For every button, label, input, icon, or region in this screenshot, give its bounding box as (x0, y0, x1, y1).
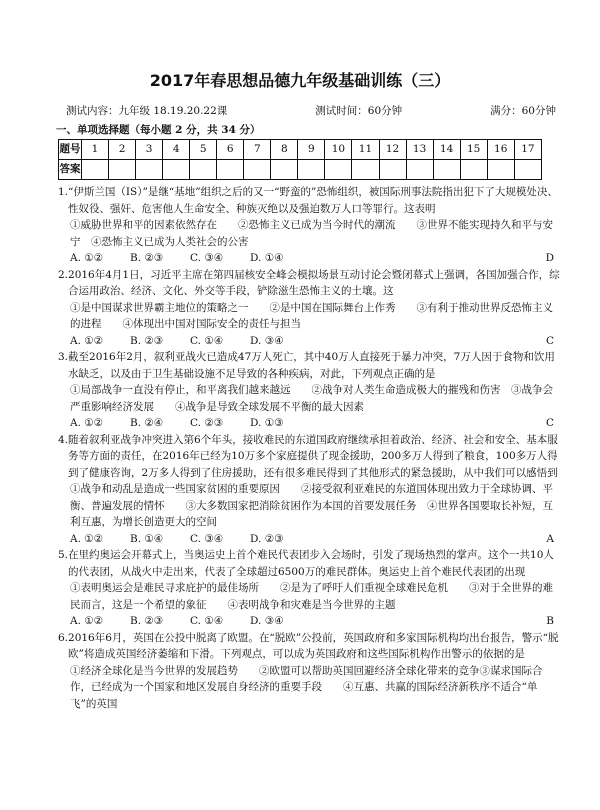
answer-cell[interactable] (325, 160, 352, 180)
choice-d: D. ①④ (250, 252, 284, 264)
full-score: 满分：60分钟 (490, 105, 556, 117)
choice-d: D. ③④ (250, 615, 284, 627)
answer-key: A (546, 532, 554, 545)
question-number: 12 (379, 140, 406, 160)
choice-b: B. ②③ (130, 615, 164, 627)
choice-row (58, 250, 560, 267)
answer-cell[interactable] (514, 160, 541, 180)
answer-cell[interactable] (109, 160, 136, 180)
answer-cell[interactable] (433, 160, 460, 180)
question-5 (58, 547, 560, 630)
question-number: 8 (271, 140, 298, 160)
choice-d: D. ①③ (250, 417, 284, 429)
question-number: 14 (433, 140, 460, 160)
question-6 (58, 630, 560, 713)
question-number: 15 (460, 140, 487, 160)
answer-cell[interactable] (487, 160, 514, 180)
answer-key: B (546, 615, 554, 627)
question-options: ①战争和动乱是造成一些国家贫困的重要原因 ②接受叙利亚难民的东道国体现出致力于全球协调、平衡、普遍发展的情怀 ③大多数国家把消除贫困作为本国的首要发展任务 ④世界各国要取长补短，互利互惠，为增长创造更大的空间 (70, 483, 553, 528)
answer-table (58, 139, 542, 180)
question-3 (58, 349, 560, 432)
choice-d: D. ③④ (250, 334, 284, 347)
answer-key: C (545, 334, 554, 347)
section-heading: 一、单项选择题（每小题 2 分，共 34 分） (56, 123, 261, 136)
choice-c: C. ③④ (190, 532, 224, 545)
question-number: 17 (514, 140, 541, 160)
answer-cell[interactable] (352, 160, 379, 180)
choice-a: A. ①② (70, 252, 104, 264)
choice-b: B. ②③ (130, 334, 164, 347)
question-number: 10 (325, 140, 352, 160)
test-time: 测试时间：60分钟 (315, 105, 403, 117)
question-stem: 1.“伊斯兰国（IS）”是继“基地”组织之后的又一“野蛮的”恐怖组织，被国际刑事法院指出犯下了大规模处决、性奴役、强奸、危害他人生命安全、种族灭绝以及强迫数万人口等罪行。这表明 (58, 186, 558, 215)
question-number: 3 (136, 140, 163, 160)
question-2 (58, 267, 560, 350)
question-stem: 3.截至2016年2月，叙利亚战火已造成47万人死亡，其中40万人直接死于暴力冲突，7万人因于食物和饮用水缺乏，以及由于卫生基础设施不足导致的各种疾病，对此，下列观点正确的是 (58, 351, 555, 380)
answer-cell[interactable] (136, 160, 163, 180)
answer-cell[interactable] (217, 160, 244, 180)
question-number: 5 (190, 140, 217, 160)
question-number: 9 (298, 140, 325, 160)
answer-cell[interactable] (460, 160, 487, 180)
answer-cell[interactable] (82, 160, 109, 180)
answer-cell[interactable] (406, 160, 433, 180)
question-options: ①是中国谋求世界霸主地位的策略之一 ②是中国在国际舞台上作秀 ③有利于推动世界反恐怖主义的进程 ④体现出中国对国际安全的责任与担当 (70, 301, 553, 330)
choice-a: A. ①② (70, 417, 104, 429)
answer-cell[interactable] (190, 160, 217, 180)
question-stem: 5.在里约奥运会开幕式上，当奥运史上首个难民代表团步入会场时，引发了现场热烈的掌声。这个一共10人的代表团，从战火中走出来，代表了全球超过6500万的难民群体。奥运史上首个难民代表团的出现 (58, 549, 554, 578)
choice-b: B. ②③ (130, 252, 164, 264)
row-label-number: 题号 (59, 140, 82, 160)
answer-key: D (545, 252, 554, 264)
choice-a: A. ①② (70, 334, 104, 347)
question-number: 11 (352, 140, 379, 160)
question-number: 1 (82, 140, 109, 160)
choice-c: C. ②③ (190, 417, 224, 429)
question-options: ①威胁世界和平的因素依然存在 ②恐怖主义已成为当今时代的潮流 ③世界不能实现持久和平与安宁 ④恐怖主义已成为人类社会的公害 (70, 219, 553, 248)
choice-row (58, 415, 560, 432)
answer-key: C (545, 417, 554, 429)
answer-cell[interactable] (163, 160, 190, 180)
page-title: 2017年春思想品德九年级基础训练（三） (149, 71, 451, 90)
choice-row (58, 531, 560, 548)
exam-meta (58, 103, 560, 120)
answer-cell[interactable] (271, 160, 298, 180)
question-options: ①表明奥运会是难民寻求庇护的最佳场所 ②是为了呼吁人们重视全球难民危机 ③对于全世界的难民而言，这是一个希望的象征 ④表明战争和灾难是当今世界的主题 (70, 582, 553, 611)
question-stem: 2.2016年4月1日，习近平主席在第四届核安全峰会模拟场景互动讨论会暨闭幕式上强调，各国加强合作，综合运用政治、经济、文化、外交等手段，铲除滋生恐怖主义的土壤。这 (58, 268, 560, 297)
question-number: 6 (217, 140, 244, 160)
choice-c: C. ③④ (190, 252, 224, 264)
question-4 (58, 432, 560, 548)
answer-row (59, 160, 542, 180)
question-1 (58, 184, 560, 267)
question-options: ①局部战争一直没有停止，和平离我们越来越远 ②战争对人类生命造成极大的摧残和伤害 ③战争会严重影响经济发展 ④战争是导致全球发展不平衡的最大因素 (70, 384, 553, 413)
question-number: 7 (244, 140, 271, 160)
choice-c: C. ①④ (190, 334, 224, 347)
answer-cell[interactable] (244, 160, 271, 180)
question-number: 2 (109, 140, 136, 160)
choice-b: B. ①④ (130, 532, 164, 545)
answer-cell[interactable] (298, 160, 325, 180)
question-number: 16 (487, 140, 514, 160)
choice-d: D. ②③ (250, 532, 284, 545)
choice-row (58, 333, 560, 350)
choice-a: A. ①② (70, 615, 104, 627)
question-number: 4 (163, 140, 190, 160)
question-stem: 4.随着叙利亚战争冲突进入第6个年头，接收难民的东道国政府继续承担着政治、经济、社会和安全、基本服务等方面的责任，在2016年已经为10万多个家庭提供了现金援助，200多万人得到了粮食，100多万人得到了健康咨询，2万多人得到了住房援助，还有很多难民得到了其他形式的紧急援助，从中我们可以感悟到 (58, 433, 558, 479)
question-options: ①经济全球化是当今世界的发展趋势 ②欧盟可以帮助英国回避经济全球化带来的竞争③谋求国际合作，已经成为一个国家和地区发展自身经济的重要手段 ④互惠、共赢的国际经济新秩序不适合“单飞”的英国 (70, 664, 543, 710)
choice-row (58, 613, 560, 630)
row-label-answer: 答案 (59, 160, 82, 180)
number-row (59, 140, 542, 160)
choice-c: C. ①④ (190, 615, 224, 627)
test-content: 测试内容：九年级 18.19.20.22课 (66, 105, 228, 117)
question-stem: 6.2016年6月，英国在公投中脱离了欧盟。在“脱欧”公投前，英国政府和多家国际机构均出台报告，警示“脱欧”将造成英国经济萎缩和下滑。下列观点，可以成为英国政府和这些国际机构作出警示的依据的是 (58, 631, 559, 660)
choice-a: A. ①② (70, 532, 104, 545)
choice-b: B. ②④ (130, 417, 164, 429)
answer-cell[interactable] (379, 160, 406, 180)
question-number: 13 (406, 140, 433, 160)
